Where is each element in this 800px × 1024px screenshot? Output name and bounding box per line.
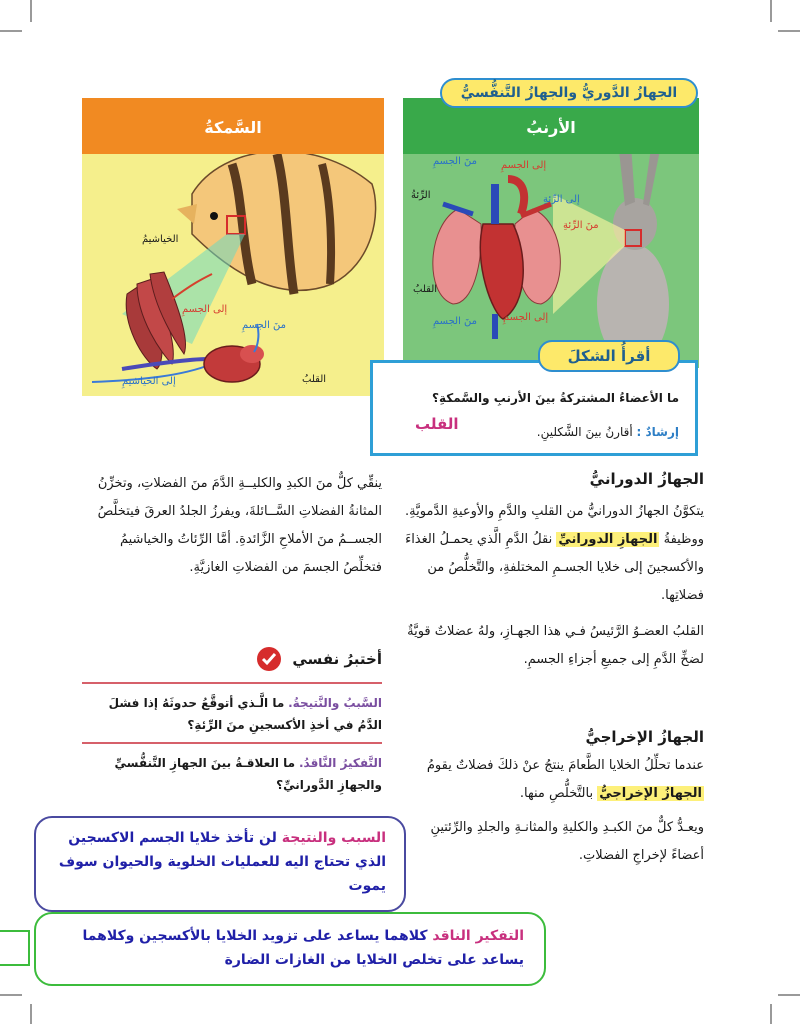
circulatory-paragraph-1 [404,498,704,610]
rabbit-illustration [403,154,699,368]
test-item-text: ما الَّـذي أتوقَّعُ حدوثَهُ إذا فشلَ الدَّمُ في أخذِ الأكسجينِ منَ الرِّئةِ؟ [108,696,382,732]
crop-mark [30,0,32,22]
test-item-label: السَّببُ والنَّتيجةُ. [288,696,382,710]
rabbit-lung-label: الرِّئةُ [411,190,431,201]
excretory-section [404,728,704,870]
fish-to-gills-label: إلى الخياشيمِ [122,376,176,387]
test-item-cause-effect [82,682,382,742]
text-run: يتكوَّنُ الجهازُ الدورانيُّ من القلبِ والدَّمِ والأوعيةِ الدَّمويَّةِ. ووظيفةُ [405,504,704,547]
crop-mark [770,1004,772,1024]
hint-label: إرشادٌ : [636,425,679,439]
section-title: الجهازُ الدَّوريُّ والجهازُ التَّنفُّسيُّ [440,78,698,108]
rabbit-from-body-bottom-label: منَ الجسمِ [433,316,478,327]
crop-mark [0,30,22,32]
rabbit-panel-label: الأرنبُ [526,118,576,137]
crop-mark [778,994,800,996]
fish-panel-label: السَّمكةُ [204,118,262,137]
fish-gills-label: الخياشيمُ [142,234,179,245]
rabbit-panel [403,98,699,368]
left-paragraph: ينقِّي كلٌّ منَ الكبدِ والكليــةِ الدَّمَ منَ الفضلاتِ، وتخزِّنُ المثانةُ الفضلاتِ السَّــائلةَ، ويفرزُ الجلدُ العرقَ فيتخلَّصُ الجســمُ منَ الأملاحِ الزَّائدةِ. أمَّا الرِّئاتُ والخياشيمُ فتخلِّصُ الجسمَ من الفضلاتِ الغازيَّةِ. [97,476,382,575]
crop-mark [778,30,800,32]
circulatory-heading: الجهازُ الدورانيُّ [589,470,704,488]
check-badge-icon [256,646,282,672]
answer-text: كلاهما يساعد على تزويد الخلايا بالأكسجين وكلاهما يساعد على تخلص الخلايا من الغازات الضارة [82,928,524,968]
text-run: بالتَّخلُّصِ منها. [519,786,594,801]
rabbit-to-body-bottom-label: إلى الجسمِ [503,312,549,323]
answer-label: السبب والنتيجة [281,830,386,846]
text-run: عندما تحلِّلُ الخلايا الطَّعامَ ينتجُ عنْ ذلكَ فضلاتٌ يقومُ [426,758,704,773]
answer-box-cause-effect [34,816,406,912]
rabbit-from-lung-label: منَ الرِّئةِ [563,220,599,231]
answer-label: التفكير الناقد [432,928,524,944]
fish-to-body-label: إلى الجسمِ [182,304,228,315]
excretory-paragraph-2: ويعـدُّ كلٌّ منَ الكبـدِ والكليةِ والمثانـةِ والجلدِ والرِّئتينِ أعضاءً لإخراجِ الفضلاتِ. [430,820,704,863]
rabbit-from-body-top-label: منَ الجسمِ [433,156,478,167]
answer-text: لن تأخذ خلايا الجسم الاكسجين الذي تحتاج اليه للعمليات الخلوية والحيوان سوف يموت [58,830,386,894]
read-figure-hint [537,425,679,439]
crop-mark [0,994,22,996]
excretory-paragraph-1 [404,752,704,808]
test-item-text: ما العلاقـةُ بينَ الجهازِ التَّنفُّسيِّ والجهازِ الدَّورانيِّ؟ [114,756,382,792]
circulatory-paragraph-2: القلبُ العضـوُ الرَّئيسُ فـي هذا الجهـازِ، ولهُ عضلاتٌ قويَّةٌ لضخِّ الدَّمِ إلى جميعِ أجزاءِ الجسمِ. [407,624,704,667]
hint-text: أقارنُ بينَ الشَّكلينِ. [536,425,633,439]
rabbit-diagram [403,154,699,368]
read-figure-answer: القلب [415,415,459,433]
rabbit-to-body-top-label: إلى الجسمِ [501,160,547,171]
excretory-heading: الجهازُ الإخراجيُّ [585,728,704,746]
crop-mark [30,1004,32,1024]
test-item-label: التَّفكيرُ النَّاقدُ. [298,756,382,770]
answer-box-critical-thinking [34,912,546,986]
fish-from-body-label: منَ الجسمِ [242,320,287,331]
read-figure-question: ما الأعضاءُ المشتركةُ بينَ الأرنبِ والسَّمكةِ؟ [432,391,679,405]
fish-panel [82,98,384,396]
fish-illustration [82,154,384,396]
fish-diagram [82,154,384,396]
highlighted-term: الجهازُ الإخراجيُّ [599,786,702,801]
test-item-critical-thinking [82,742,382,802]
crop-mark [770,0,772,22]
fish-heart-label: القلبُ [302,374,327,385]
rabbit-to-lung-label: إلى الرِّئةِ [543,194,580,205]
read-figure-tab: أقرأُ الشكلَ [538,340,680,372]
highlighted-term: الجهازِ الدورانيِّ [558,532,658,547]
test-yourself-heading: أختبرُ نفسي [292,650,382,668]
circulatory-section [404,470,704,674]
page-tab-marker [0,930,30,966]
test-yourself-section [82,646,382,802]
text-run: نقلُ الدَّمِ الَّذي يحمـلُ الغذاءَ والأكسجينَ إلى خلايا الجسـمِ المختلفةِ، والتَّخلُّصُ من فضلاتِها. [405,532,704,603]
rabbit-heart-label: القلبُ [413,284,438,295]
read-figure-box [370,360,698,456]
